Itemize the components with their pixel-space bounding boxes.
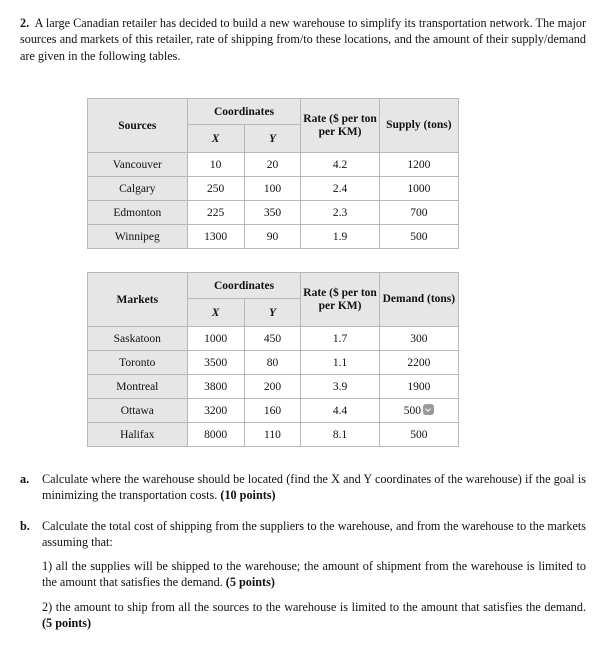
table-row (88, 399, 459, 423)
table-row (88, 375, 459, 399)
rate-value: 1.1 (301, 351, 379, 375)
x-value: 8000 (187, 423, 244, 447)
y-value: 100 (244, 177, 301, 201)
y-value: 20 (244, 153, 301, 177)
part-b-item-1-points: (5 points) (225, 575, 275, 590)
rate-value: 3.9 (301, 375, 379, 399)
rate-value: 2.4 (301, 177, 379, 201)
coordinates-header: Coordinates (187, 273, 301, 299)
market-name: Ottawa (88, 399, 188, 423)
rate-value: 8.1 (301, 423, 379, 447)
y-header: Y (244, 125, 301, 153)
question-number: 2. (20, 16, 30, 30)
x-value: 3800 (187, 375, 244, 399)
table-row (88, 351, 459, 375)
source-name: Vancouver (88, 153, 188, 177)
table-row (88, 327, 459, 351)
supply-header: Supply (tons) (379, 99, 458, 153)
y-value: 110 (244, 423, 301, 447)
table-row (88, 201, 459, 225)
y-value: 90 (244, 225, 301, 249)
y-value: 80 (244, 351, 301, 375)
part-a-text: Calculate where the warehouse should be located (find the X and Y coordinates of the warehouse) if the goal is minimizing the transportation costs. (10 points) (42, 472, 586, 503)
y-value: 200 (244, 375, 301, 399)
market-name: Saskatoon (88, 327, 188, 351)
chevron-down-icon[interactable] (423, 404, 434, 415)
source-name: Edmonton (88, 201, 188, 225)
y-header: Y (244, 299, 301, 327)
y-value: 350 (244, 201, 301, 225)
market-name: Halifax (88, 423, 188, 447)
coordinates-header: Coordinates (187, 99, 301, 125)
x-value: 1300 (187, 225, 244, 249)
rate-value: 2.3 (301, 201, 379, 225)
supply-value: 500 (379, 225, 458, 249)
demand-value: 300 (379, 327, 458, 351)
rate-header: Rate ($ per ton per KM) (301, 273, 379, 327)
part-b-text: Calculate the total cost of shipping from the suppliers to the warehouse, and from the warehouse to the markets assuming that: (42, 519, 586, 550)
source-name: Winnipeg (88, 225, 188, 249)
x-value: 250 (187, 177, 244, 201)
supply-value: 1200 (379, 153, 458, 177)
demand-value: 2200 (379, 351, 458, 375)
x-header: X (187, 125, 244, 153)
part-b (20, 518, 586, 551)
part-b-item-2: 2) the amount to ship from all the sources to the warehouse is limited to the amount that satisfies the demand. (5 points) (42, 600, 586, 631)
x-header: X (187, 299, 244, 327)
table-row (88, 423, 459, 447)
x-value: 10 (187, 153, 244, 177)
part-a-points: (10 points) (220, 488, 276, 503)
x-value: 3200 (187, 399, 244, 423)
sources-table (87, 98, 459, 249)
x-value: 225 (187, 201, 244, 225)
markets-header: Markets (88, 273, 188, 327)
market-name: Toronto (88, 351, 188, 375)
demand-cell (379, 399, 458, 423)
part-b-label: b. (20, 519, 30, 533)
sources-header: Sources (88, 99, 188, 153)
rate-value: 4.4 (301, 399, 379, 423)
question-intro-text: A large Canadian retailer has decided to build a new warehouse to simplify its transportation network. The major sources and markets of this retailer, rate of shipping from/to these locations, and the amount of their supply/demand are given in the following tables. (20, 16, 586, 63)
supply-value: 700 (379, 201, 458, 225)
rate-value: 1.9 (301, 225, 379, 249)
x-value: 3500 (187, 351, 244, 375)
market-name: Montreal (88, 375, 188, 399)
part-b-item-1: 1) all the supplies will be shipped to the warehouse; the amount of shipment from the warehouse is limited to the amount that satisfies the demand. (5 points) (42, 559, 586, 590)
table-row (88, 225, 459, 249)
supply-value: 1000 (379, 177, 458, 201)
part-a-label: a. (20, 472, 30, 486)
part-a (20, 471, 586, 504)
demand-header: Demand (tons) (379, 273, 458, 327)
y-value: 160 (244, 399, 301, 423)
y-value: 450 (244, 327, 301, 351)
source-name: Calgary (88, 177, 188, 201)
rate-value: 4.2 (301, 153, 379, 177)
demand-value: 500 (403, 405, 421, 417)
table-row (88, 177, 459, 201)
table-row (88, 153, 459, 177)
demand-value: 1900 (379, 375, 458, 399)
rate-header: Rate ($ per ton per KM) (301, 99, 379, 153)
question-intro (20, 15, 586, 64)
demand-value: 500 (379, 423, 458, 447)
markets-table (87, 272, 459, 447)
x-value: 1000 (187, 327, 244, 351)
part-b-item-2-points: (5 points) (42, 616, 92, 631)
rate-value: 1.7 (301, 327, 379, 351)
